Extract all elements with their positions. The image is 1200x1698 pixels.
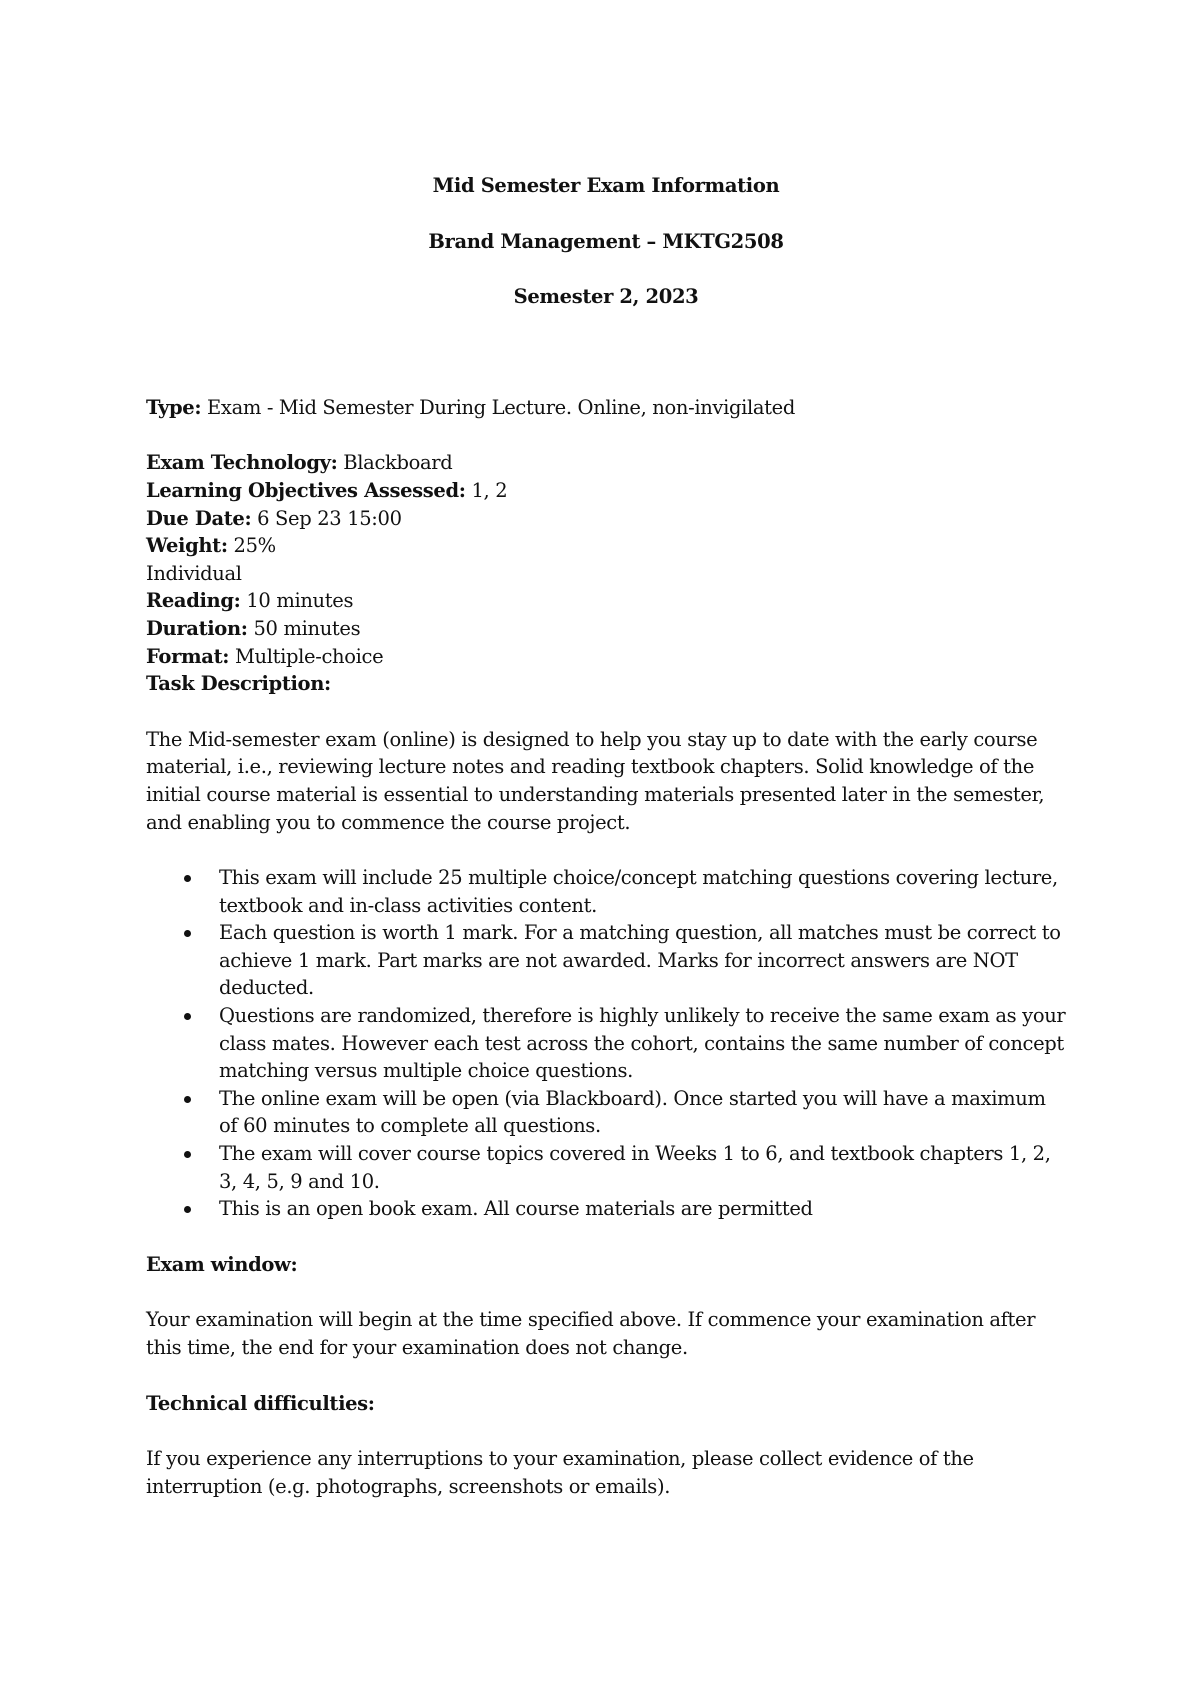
list-item-text: Questions are randomized, therefore is highly unlikely to receive the same exam as your class mates. However each test across the cohort, contains the same number of concept matching versus multiple choice questions. (219, 1004, 1066, 1083)
list-item (146, 1085, 1066, 1140)
semester-label: Semester 2, 2023 (513, 285, 699, 309)
technology-line (146, 449, 1066, 477)
exam-window-text: Your examination will begin at the time specified above. If commence your examination after this time, the end for your examination does not change. (146, 1308, 1036, 1359)
weight-value: 25% (227, 534, 276, 558)
exam-window-heading: Exam window: (146, 1252, 298, 1276)
task-description-text: The Mid-semester exam (online) is designed to help you stay up to date with the early course material, i.e., reviewing lecture notes and reading textbook chapters. Solid knowledge of the initial course material is essential to understanding materials presented later in the semester, and enabling you to commence the course project. (146, 727, 1045, 834)
format-value: Multiple-choice (229, 644, 384, 668)
reading-value: 10 minutes (240, 589, 354, 613)
technology-value: Blackboard (337, 451, 453, 475)
due-date-value: 6 Sep 23 15:00 (251, 506, 402, 530)
type-value: Exam - Mid Semester During Lecture. Online, non-invigilated (201, 395, 795, 419)
task-description-label (146, 670, 1066, 698)
document-title: Mid Semester Exam Information (432, 174, 780, 197)
duration-line (146, 615, 1066, 643)
reading-label: Reading: (146, 589, 241, 613)
bullet-icon (184, 1151, 191, 1158)
objectives-label: Learning Objectives Assessed: (146, 478, 466, 502)
list-item (146, 1195, 1066, 1223)
bullet-icon (184, 930, 191, 937)
bullet-icon (184, 875, 191, 882)
bullet-icon (184, 1013, 191, 1020)
duration-value: 50 minutes (247, 616, 361, 640)
exam-details (146, 449, 1066, 697)
individual-line: Individual (146, 561, 242, 585)
due-date-label: Due Date: (146, 506, 252, 530)
list-item-text: Each question is worth 1 mark. For a matching question, all matches must be correct to achieve 1 mark. Part marks are not awarded. Marks for incorrect answers are NOT deducted. (219, 921, 1061, 1000)
list-item-text: This is an open book exam. All course materials are permitted (219, 1197, 813, 1221)
format-line (146, 643, 1066, 671)
list-item (146, 864, 1066, 919)
task-description-heading: Task Description: (146, 672, 331, 696)
reading-line (146, 587, 1066, 615)
technology-label: Exam Technology: (146, 451, 338, 475)
course-name: Brand Management – MKTG2508 (428, 229, 784, 253)
list-item-text: This exam will include 25 multiple choice/concept matching questions covering lecture, textbook and in-class activities content. (219, 866, 1058, 917)
bullet-icon (184, 1096, 191, 1103)
weight-label: Weight: (146, 534, 228, 558)
duration-label: Duration: (146, 616, 248, 640)
technical-difficulties-text: If you experience any interruptions to your examination, please collect evidence of the interruption (e.g. photographs, screenshots or emails). (146, 1447, 974, 1498)
document-content (146, 172, 1066, 1528)
list-item (146, 1002, 1066, 1085)
weight-line (146, 532, 1066, 560)
objectives-value: 1, 2 (465, 478, 508, 502)
format-label: Format: (146, 644, 230, 668)
bullet-icon (184, 1206, 191, 1213)
list-item (146, 1140, 1066, 1195)
list-item-text: The exam will cover course topics covered in Weeks 1 to 6, and textbook chapters 1, 2, 3, 4, 5, 9 and 10. (219, 1142, 1051, 1193)
list-item-text: The online exam will be open (via Blackboard). Once started you will have a maximum of 60 minutes to complete all questions. (219, 1086, 1046, 1138)
due-date-line (146, 505, 1066, 533)
technical-difficulties-heading: Technical difficulties: (146, 1391, 375, 1415)
type-line (146, 394, 1066, 422)
exam-rules-list (146, 864, 1066, 1223)
type-label: Type: (146, 395, 202, 419)
list-item (146, 919, 1066, 1002)
objectives-line (146, 477, 1066, 505)
